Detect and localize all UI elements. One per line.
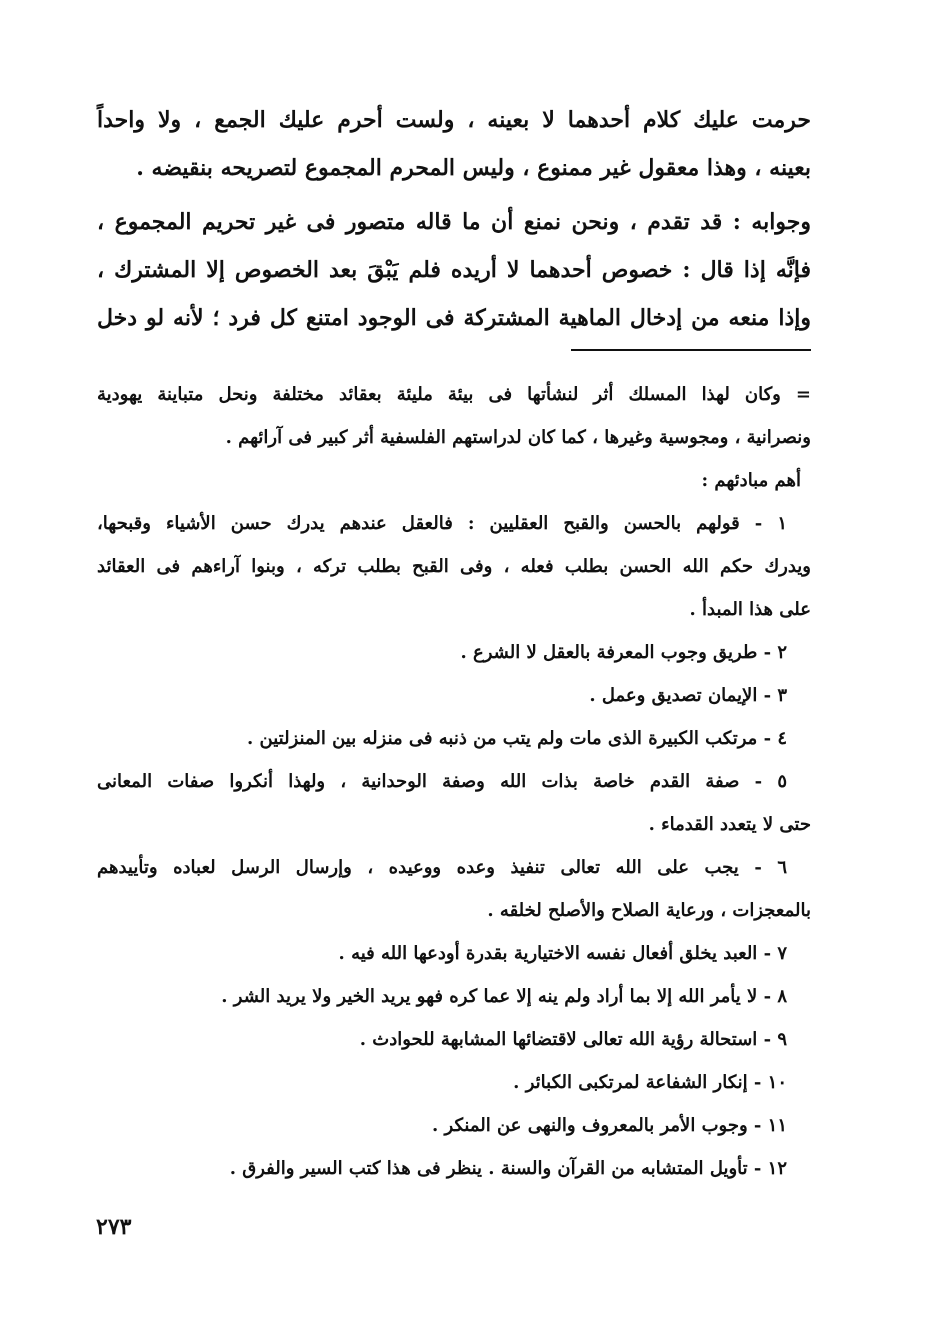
main-line: حرمت عليك كلام أحدهما لا بعينه ، ولست أحرم عليك الجمع ، ولا واحداً [97, 107, 811, 133]
footnote-item-5: ٥ - صفة القدم خاصة بذات الله وصفة الوحدانية ، ولهذا أنكروا صفات المعانى [97, 771, 787, 792]
footnote-item-6: ٦ - يجب على الله تعالى تنفيذ وعده ووعيده ، وإرسال الرسل لعباده وتأييدهم [97, 857, 787, 878]
footnote-item-7: ٧ - العبد يخلق أفعال نفسه الاختيارية بقدرة أودعها الله فيه . [338, 943, 787, 964]
footnote-divider [571, 349, 811, 351]
footnote-item-12: ١٢ - تأويل المتشابه من القرآن والسنة . ينظر فى هذا كتب السير والفرق . [229, 1158, 787, 1179]
footnote-item-10: ١٠ - إنكار الشفاعة لمرتكبى الكبائر . [513, 1072, 787, 1093]
main-line: وجوابه : قد تقدم ، ونحن نمنع أن ما قاله متصور فى غير تحريم المجموع ، [97, 209, 811, 235]
footnote-line: بالمعجزات ، ورعاية الصلاح والأصلح لخلقه . [487, 900, 811, 921]
footnotes [97, 373, 811, 1190]
footnote-item-11: ١١ - وجوب الأمر بالمعروف والنهى عن المنكر . [431, 1115, 787, 1136]
footnote-item-4: ٤ - مرتكب الكبيرة الذى مات ولم يتب من ذنبه فى منزله بين المنزلتين . [246, 728, 787, 749]
footnote-item-1: ١ - قولهم بالحسن والقبح العقليين : فالعقل عندهم يدرك حسن الأشياء وقبحها، [97, 513, 787, 534]
footnote-line: ويدرك حكم الله الحسن بطلب فعله ، وفى القبح بطلب تركه ، وبنوا آراءهم فى العقائد [97, 556, 811, 577]
footnote-line: على هذا المبدأ . [689, 599, 811, 620]
main-line: وإذا منعه من إدخال الماهية المشتركة فى الوجود امتنع كل فرد ؛ لأنه لو دخل [97, 305, 811, 331]
main-text [97, 96, 811, 342]
main-line: فإنَّه إذا قال : خصوص أحدهما لا أريده فلم يَبْقَ بعد الخصوص إلا المشترك ، [97, 257, 811, 283]
footnote-item-9: ٩ - استحالة رؤية الله تعالى لاقتضائها المشابهة للحوادث . [359, 1029, 787, 1050]
page-number: ٢٧٣ [96, 1214, 132, 1240]
footnote-item-3: ٣ - الإيمان تصديق وعمل . [589, 685, 787, 706]
footnote-line: ونصرانية ، ومجوسية وغيرها ، كما كان لدراستهم الفلسفية أثر كبير فى آرائهم . [225, 427, 811, 448]
footnote-item-2: ٢ - طريق وجوب المعرفة بالعقل لا الشرع . [460, 642, 787, 663]
footnote-line: حتى لا يتعدد القدماء . [648, 814, 811, 835]
footnote-line: = وكان لهذا المسلك أثر لنشأتها فى بيئة مليئة بعقائد مختلفة ونحل متباينة يهودية [97, 384, 811, 405]
footnote-heading: أهم مبادئهم : [701, 470, 801, 491]
main-line: بعينه ، وهذا معقول غير ممنوع ، وليس المحرم المجموع لتصريحه بنقيضه . [136, 155, 811, 181]
footnote-item-8: ٨ - لا يأمر الله إلا بما أراد ولم ينه إلا عما كره فهو يريد الخير ولا يريد الشر . [221, 986, 787, 1007]
